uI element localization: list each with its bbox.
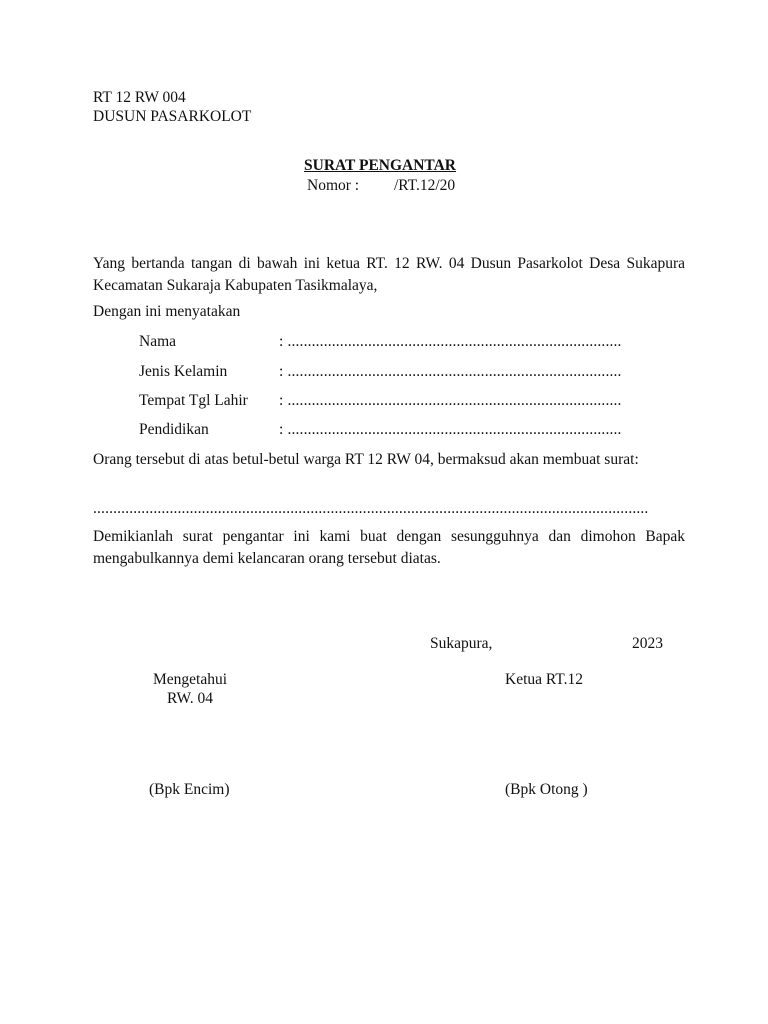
letter-number: Nomor : /RT.12/20 (307, 177, 456, 194)
signature-left-name: (Bpk Encim) (149, 781, 230, 798)
letter-title: SURAT PENGANTAR (304, 157, 457, 174)
field-value-tempat-tgl-lahir: : ................................................................................... (279, 392, 622, 409)
date-year: 2023 (632, 635, 663, 652)
purpose-dotted-line: .......................................................................................................................................... (93, 500, 649, 517)
signature-left-subtitle: RW. 04 (167, 690, 213, 707)
letterhead-rt-rw: RT 12 RW 004 (93, 89, 186, 106)
field-label-nama: Nama (139, 333, 177, 350)
field-label-jenis-kelamin: Jenis Kelamin (139, 363, 228, 380)
signature-right-title: Ketua RT.12 (505, 671, 583, 688)
field-value-nama: : ................................................................................... (279, 333, 622, 350)
field-value-pendidikan: : ................................................................................... (279, 421, 622, 438)
signature-left-title: Mengetahui (153, 671, 228, 688)
purpose-paragraph: Orang tersebut di atas betul-betul warga RT 12 RW 04, bermaksud akan membuat surat: (93, 451, 639, 468)
letterhead-dusun: DUSUN PASARKOLOT (93, 108, 252, 125)
field-value-jenis-kelamin: : ................................................................................... (279, 363, 622, 380)
date-place: Sukapura, (430, 635, 493, 652)
field-label-tempat-tgl-lahir: Tempat Tgl Lahir (139, 392, 248, 409)
signature-right-name: (Bpk Otong ) (505, 781, 588, 798)
closing-paragraph: Demikianlah surat pengantar ini kami buat dengan sesungguhnya dan dimohon Bapak mengabulkannya demi kelancaran orang tersebut diatas. (93, 528, 685, 567)
statement-line: Dengan ini menyatakan (93, 303, 241, 320)
intro-paragraph: Yang bertanda tangan di bawah ini ketua RT. 12 RW. 04 Dusun Pasarkolot Desa Sukapura Kecamatan Sukaraja Kabupaten Tasikmalaya, (93, 255, 685, 294)
field-label-pendidikan: Pendidikan (139, 421, 209, 438)
